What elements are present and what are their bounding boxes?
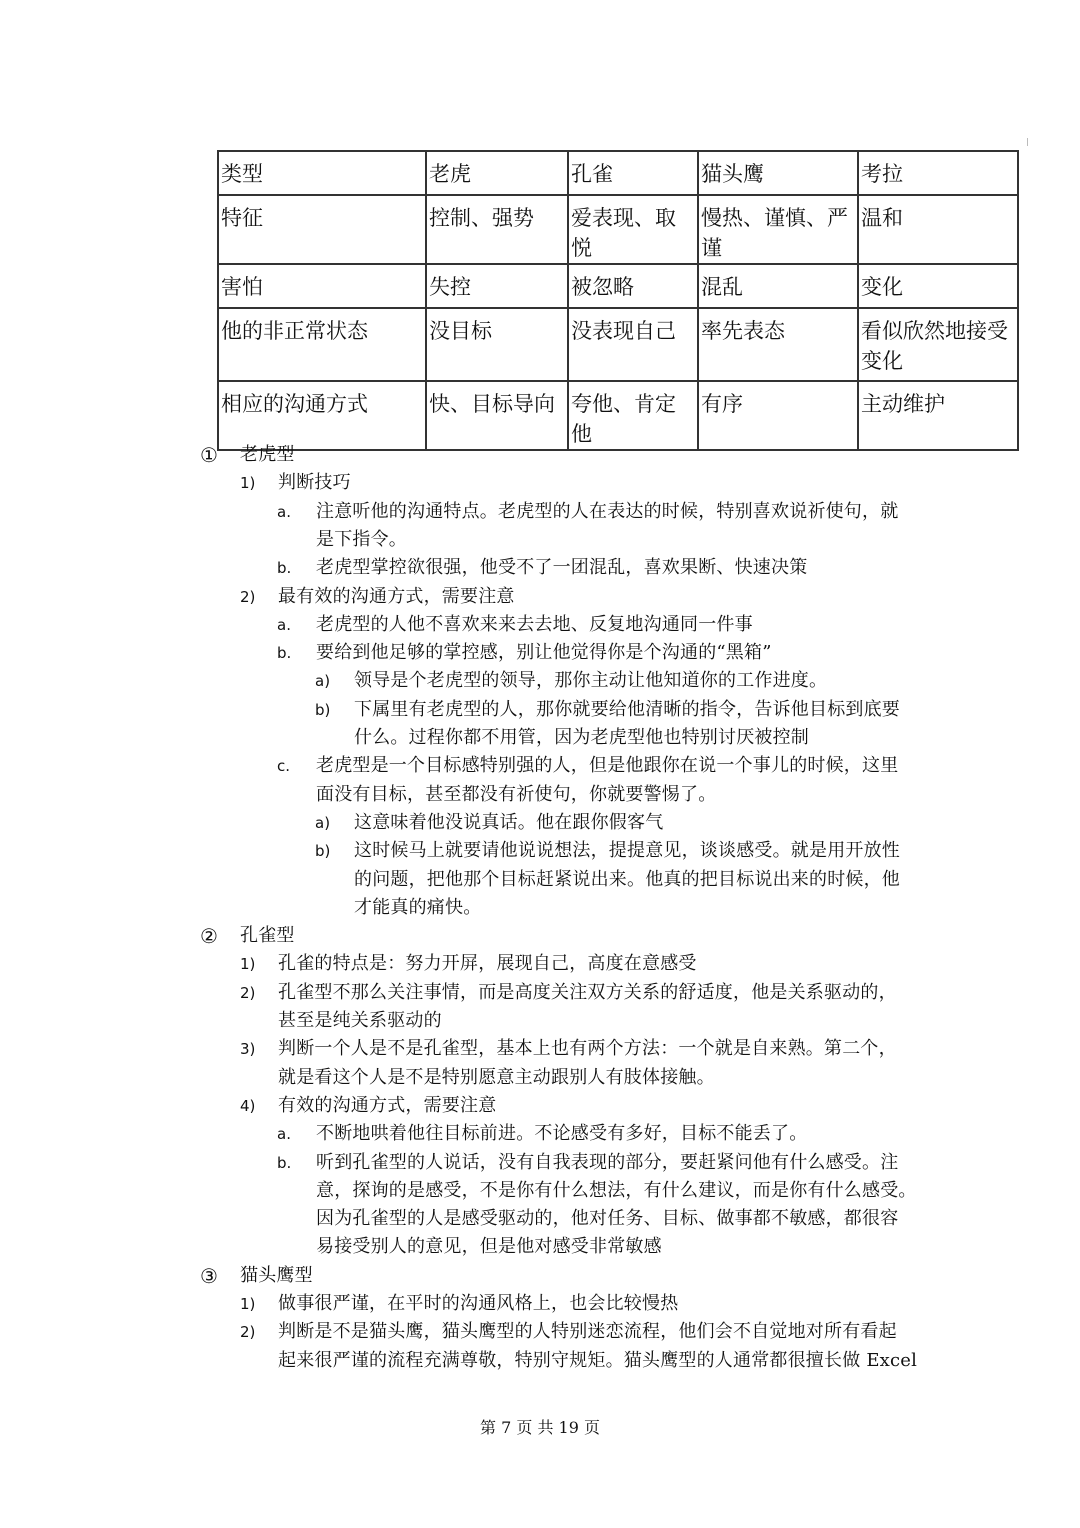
list-marker: 1) (240, 474, 256, 493)
table-cell: 混乱 (698, 264, 858, 308)
list-marker: 4) (240, 1096, 256, 1115)
table-cell: 控制、强势 (426, 195, 568, 264)
table-cell: 夸他、肯定他 (568, 381, 698, 450)
list-item-text: 不断地哄着他往目标前进。不论感受有多好，目标不能丢了。 (316, 1123, 808, 1145)
table-cell: 爱表现、取悦 (568, 195, 698, 264)
list-item-text: 孔雀型不那么关注事情，而是高度关注双方关系的舒适度，他是关系驱动的， (278, 981, 897, 1003)
table-cell: 有序 (698, 381, 858, 450)
list-item-text: 判断技巧 (278, 472, 351, 494)
table-row (218, 151, 1018, 195)
list-item-text: 领导是个老虎型的领导，那你主动让他知道你的工作进度。 (354, 670, 828, 692)
list-item-text: 面没有目标，甚至都没有祈使句，你就要警惕了。 (316, 783, 717, 805)
table-row (218, 264, 1018, 308)
list-item-text: 就是看这个人是不是特别愿意主动跟别人有肢体接触。 (278, 1066, 715, 1088)
list-item-text: 这意味着他没说真话。他在跟你假客气 (354, 811, 664, 833)
list-marker: a. (277, 1125, 291, 1144)
section-title: 老虎型 (240, 444, 295, 465)
list-marker: b) (315, 842, 331, 861)
list-marker: b. (277, 559, 292, 578)
table-header-cell: 猫头鹰 (698, 151, 858, 195)
section-number: ③ (200, 1263, 218, 1288)
table-cell: 他的非正常状态 (218, 308, 426, 381)
list-marker: 2) (240, 1323, 256, 1342)
table-header-cell: 孔雀 (568, 151, 698, 195)
table-cell: 相应的沟通方式 (218, 381, 426, 450)
list-item-text: 老虎型掌控欲很强，他受不了一团混乱，喜欢果断、快速决策 (316, 557, 808, 579)
list-item-text: 孔雀的特点是：努力开屏，展现自己，高度在意感受 (278, 953, 697, 975)
table-cell: 看似欣然地接受变化 (858, 308, 1018, 381)
table-cell: 主动维护 (858, 381, 1018, 450)
table-row (218, 381, 1018, 450)
list-marker: 1) (240, 1295, 256, 1313)
list-marker: b. (277, 644, 292, 663)
list-item-text: 下属里有老虎型的人，那你就要给他清晰的指令，告诉他目标到底要 (354, 698, 900, 720)
table-cell: 变化 (858, 264, 1018, 308)
list-item-text: 才能真的痛快。 (354, 896, 482, 918)
table-cell: 被忽略 (568, 264, 698, 308)
list-item-text: 最有效的沟通方式，需要注意 (278, 585, 515, 607)
table-cell: 温和 (858, 195, 1018, 264)
list-item-text: 有效的沟通方式，需要注意 (278, 1094, 497, 1116)
list-item-text: 易接受别人的意见，但是他对感受非常敏感 (316, 1236, 662, 1258)
table-cell: 快、目标导向 (426, 381, 568, 450)
page-footer: 第 7 页 共 19 页 (480, 1418, 600, 1437)
list-item-text: 听到孔雀型的人说话，没有自我表现的部分，要赶紧问他有什么感受。注 (316, 1151, 899, 1173)
table-cell: 慢热、谨慎、严谨 (698, 195, 858, 264)
list-item-text: 起来很严谨的流程充满尊敬，特别守规矩。猫头鹰型的人通常都很擅长做 Excel (278, 1349, 918, 1371)
list-marker: a) (315, 813, 331, 832)
list-item-text: 是下指令。 (316, 528, 407, 550)
table-header-cell: 考拉 (858, 151, 1018, 195)
personality-table (217, 150, 1019, 451)
section-title: 猫头鹰型 (240, 1264, 313, 1286)
list-item-text: 判断是不是猫头鹰，猫头鹰型的人特别迷恋流程，他们会不自觉地对所有看起 (278, 1321, 897, 1343)
list-marker: 2) (240, 983, 256, 1002)
list-item-text: 甚至是纯关系驱动的 (278, 1010, 442, 1031)
list-item-text: 要给到他足够的掌控感，别让他觉得你是个沟通的“黑箱” (316, 642, 772, 664)
list-marker: 3) (240, 1040, 256, 1059)
table-cell: 失控 (426, 264, 568, 308)
list-marker: b) (315, 700, 331, 719)
list-item-text: 注意听他的沟通特点。老虎型的人在表达的时候，特别喜欢说祈使句，就 (316, 500, 899, 522)
table-header-cell: 类型 (218, 151, 426, 195)
list-item-text: 意，探询的是感受，不是你有什么想法，有什么建议，而是你有什么感受。 (316, 1179, 917, 1201)
list-marker: c. (277, 757, 291, 776)
table-cell: 没表现自己 (568, 308, 698, 381)
section-number: ① (200, 443, 218, 467)
table-cell: 没目标 (426, 308, 568, 381)
table-row (218, 195, 1018, 264)
list-item-text: 老虎型是一个目标感特别强的人，但是他跟你在说一个事儿的时候，这里 (316, 755, 899, 777)
list-item-text: 这时候马上就要请他说说想法，提提意见，谈谈感受。就是用开放性 (354, 840, 900, 862)
list-marker: b. (277, 1153, 292, 1172)
list-item-text: 因为孔雀型的人是感受驱动的，他对任务、目标、做事都不敏感，都很容 (316, 1208, 899, 1230)
section-title: 孔雀型 (240, 925, 295, 947)
table-cell: 害怕 (218, 264, 426, 308)
table-header-cell: 老虎 (426, 151, 568, 195)
list-item-text: 做事很严谨，在平时的沟通风格上，也会比较慢热 (278, 1293, 679, 1314)
corner-mark (1027, 138, 1028, 146)
list-marker: a. (277, 502, 291, 521)
table-cell: 特征 (218, 195, 426, 264)
list-marker: a. (277, 615, 291, 634)
list-item-text: 的问题，把他那个目标赶紧说出来。他真的把目标说出来的时候，他 (354, 868, 900, 890)
section-number: ② (200, 924, 218, 949)
table-row (218, 308, 1018, 381)
table-cell: 率先表态 (698, 308, 858, 381)
list-item-text: 老虎型的人他不喜欢来来去去地、反复地沟通同一件事 (316, 613, 753, 635)
list-item-text: 判断一个人是不是孔雀型，基本上也有两个方法：一个就是自来熟。第二个， (278, 1038, 897, 1060)
list-marker: a) (315, 672, 331, 691)
list-item-text: 什么。过程你都不用管，因为老虎型他也特别讨厌被控制 (354, 727, 809, 748)
list-marker: 1) (240, 955, 256, 974)
list-marker: 2) (240, 587, 256, 606)
